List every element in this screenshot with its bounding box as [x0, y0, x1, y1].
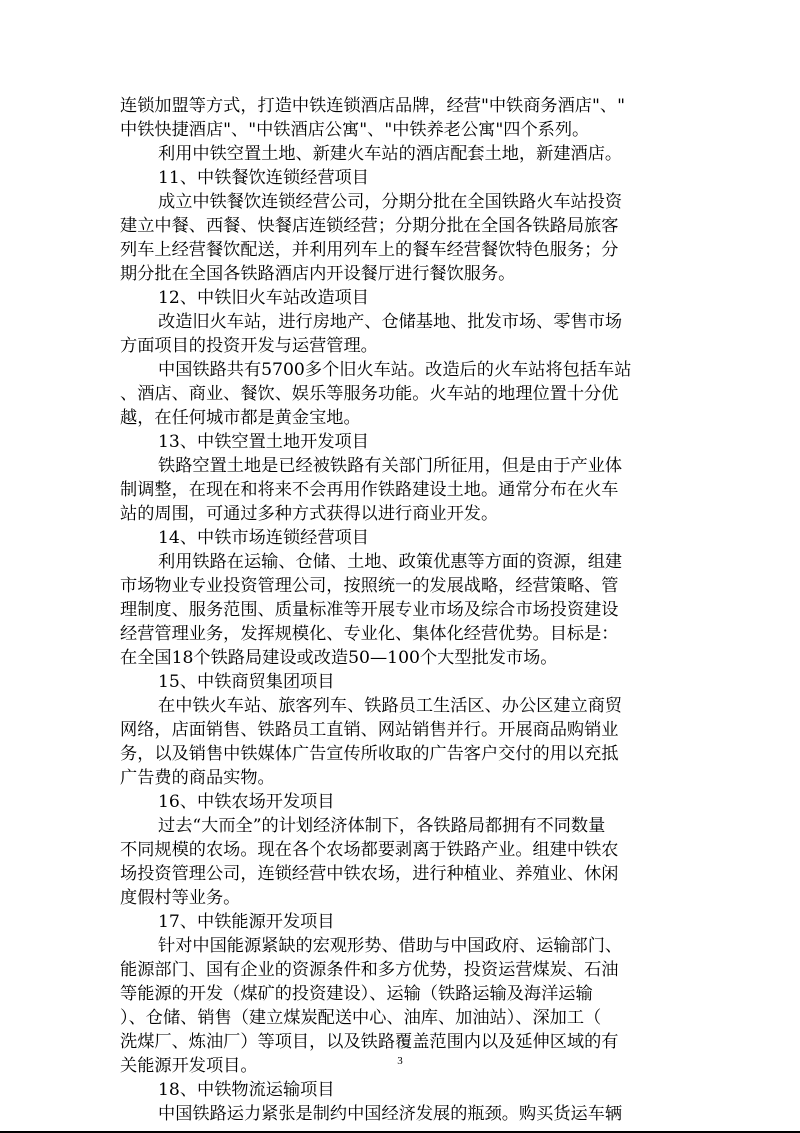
text-line: 制调整，在现在和将来不会再用作铁路建设土地。通常分布在火车	[120, 480, 619, 500]
text-line: 度假村等业务。	[120, 888, 241, 908]
text-line: 理制度、服务范围、质量标准等开展专业市场及综合市场投资建设	[120, 600, 619, 620]
text-line: 、酒店、商业、餐饮、娱乐等服务功能。火车站的地理位置十分优	[120, 384, 619, 404]
text-line: 18、中铁物流运输项目	[158, 1080, 335, 1100]
text-line: 铁路空置土地是已经被铁路有关部门所征用，但是由于产业体	[158, 456, 623, 476]
text-line: 经营管理业务，发挥规模化、专业化、集体化经营优势。目标是：	[120, 624, 619, 644]
text-line: 网络，店面销售、铁路员工直销、网站销售并行。开展商品购销业	[120, 720, 619, 740]
text-line: 15、中铁商贸集团项目	[158, 672, 335, 692]
document-body	[120, 94, 680, 1126]
text-line: 过去“大而全”的计划经济体制下，各铁路局都拥有不同数量	[158, 816, 606, 836]
text-line: 站的周围，可通过多种方式获得以进行商业开发。	[120, 504, 499, 524]
text-line: 洗煤厂、炼油厂）等项目，以及铁路覆盖范围内以及延伸区域的有	[120, 1032, 619, 1052]
text-line: 在中铁火车站、旅客列车、铁路员工生活区、办公区建立商贸	[158, 696, 623, 716]
text-line: 关能源开发项目。	[120, 1056, 258, 1076]
text-line: 务，以及销售中铁媒体广告宣传所收取的广告客户交付的用以充抵	[120, 744, 619, 764]
text-line: ）、仓储、销售（建立煤炭配送中心、油库、加油站）、深加工（	[120, 1008, 602, 1028]
text-line: 方面项目的投资开发与运营管理。	[120, 336, 378, 356]
text-line: 列车上经营餐饮配送，并利用列车上的餐车经营餐饮特色服务；分	[120, 240, 619, 260]
text-line: 越，在任何城市都是黄金宝地。	[120, 408, 361, 428]
text-line: 连锁加盟等方式，打造中铁连锁酒店品牌，经营"中铁商务酒店"、"	[120, 96, 625, 116]
text-line: 不同规模的农场。现在各个农场都要剥离于铁路产业。组建中铁农	[120, 840, 619, 860]
text-line: 改造旧火车站，进行房地产、仓储基地、批发市场、零售市场	[158, 312, 623, 332]
page-number: 3	[397, 1055, 403, 1067]
text-line: 广告费的商品实物。	[120, 768, 275, 788]
text-line: 市场物业专业投资管理公司，按照统一的发展战略，经营策略、管	[120, 576, 619, 596]
text-line: 等能源的开发（煤矿的投资建设）、运输（铁路运输及海洋运输	[120, 984, 593, 1004]
text-line: 14、中铁市场连锁经营项目	[158, 528, 369, 548]
text-line: 12、中铁旧火车站改造项目	[158, 288, 369, 308]
text-line: 成立中铁餐饮连锁经营公司，分期分批在全国铁路火车站投资	[158, 192, 623, 212]
text-line: 场投资管理公司，连锁经营中铁农场，进行种植业、养殖业、休闲	[120, 864, 619, 884]
text-line: 利用铁路在运输、仓储、土地、政策优惠等方面的资源，组建	[158, 552, 623, 572]
text-line: 中铁快捷酒店"、"中铁酒店公寓"、"中铁养老公寓"四个系列。	[120, 120, 590, 140]
text-line: 中国铁路运力紧张是制约中国经济发展的瓶颈。购买货运车辆	[158, 1104, 623, 1124]
text-line: 针对中国能源紧缺的宏观形势、借助与中国政府、运输部门、	[158, 936, 623, 956]
text-line: 建立中餐、西餐、快餐店连锁经营；分期分批在全国各铁路局旅客	[120, 216, 619, 236]
text-line: 11、中铁餐饮连锁经营项目	[158, 168, 369, 188]
text-line: 中国铁路共有5700多个旧火车站。改造后的火车站将包括车站	[158, 360, 632, 380]
text-line: 利用中铁空置土地、新建火车站的酒店配套土地，新建酒店。	[158, 144, 623, 164]
text-line: 能源部门、国有企业的资源条件和多方优势，投资运营煤炭、石油	[120, 960, 619, 980]
text-line: 13、中铁空置土地开发项目	[158, 432, 369, 452]
text-line: 在全国18个铁路局建设或改造50—100个大型批发市场。	[120, 648, 558, 668]
text-line: 16、中铁农场开发项目	[158, 792, 335, 812]
text-line: 17、中铁能源开发项目	[158, 912, 335, 932]
text-line: 期分批在全国各铁路酒店内开设餐厅进行餐饮服务。	[120, 264, 516, 284]
